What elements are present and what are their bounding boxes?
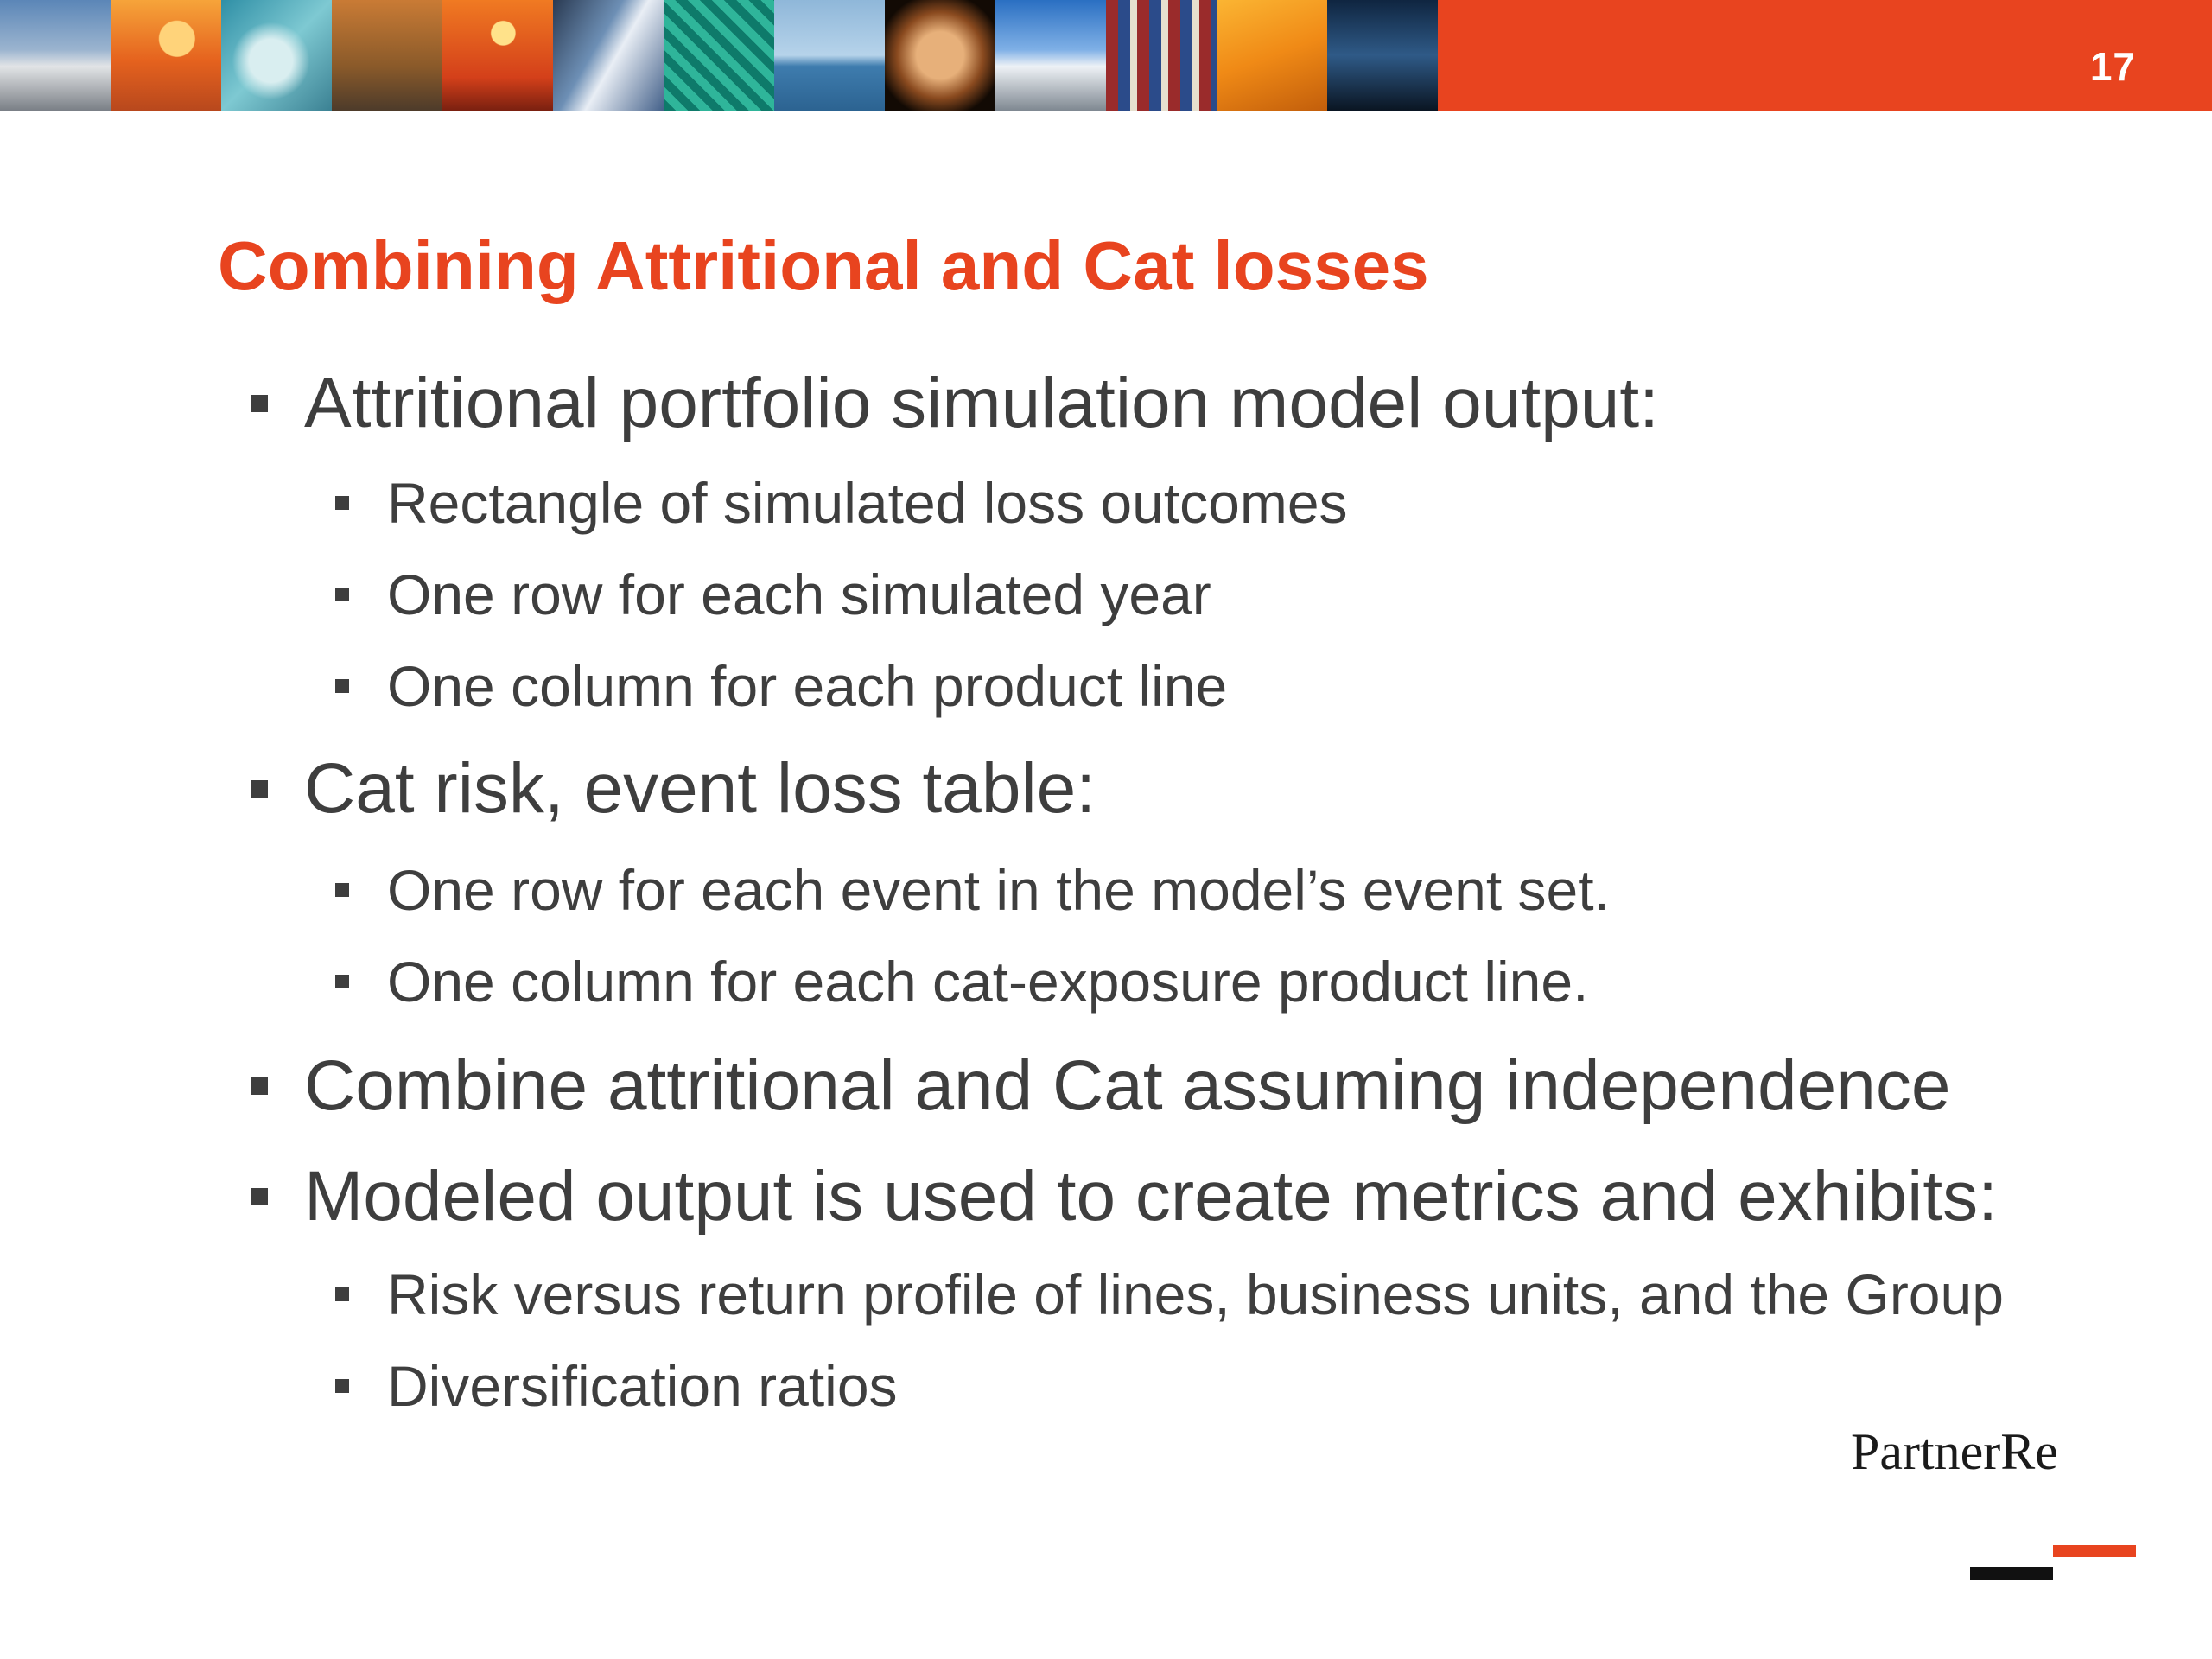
bullet-marker [251,1188,268,1205]
power-lines-sunset-photo [442,0,553,111]
logo-accent-red [2053,1545,2136,1557]
bullet-marker [335,496,349,510]
slide-title: Combining Attritional and Cat losses [218,227,1429,304]
sub-bullet-item [335,1353,898,1419]
sub-bullet-text: Risk versus return profile of lines, business units, and the Group [387,1262,2004,1326]
header-banner [0,0,2212,111]
sub-bullet-item [335,1262,2004,1327]
bullet-text: Modeled output is used to create metrics and exhibits: [304,1157,1998,1236]
oil-derrick-photo [332,0,442,111]
sub-bullet-text: One row for each event in the model’s event set. [387,858,1610,922]
sub-bullet-text: Rectangle of simulated loss outcomes [387,471,1348,535]
bullet-marker [335,679,349,693]
photo-strip [0,0,1438,111]
bullet-marker [251,395,268,412]
brain-scan-photo [885,0,995,111]
bullet-item [251,363,1659,444]
bullet-marker [335,1287,349,1301]
airplane-sunset-photo [111,0,221,111]
sub-bullet-text: One row for each simulated year [387,563,1211,626]
industrial-plant-photo [0,0,111,111]
bullet-text: Cat risk, event loss table: [304,749,1096,828]
bullet-item [251,1046,1950,1127]
bullet-marker [335,1379,349,1393]
sub-bullet-item [335,949,1588,1014]
bullet-marker [335,883,349,897]
crane-photo [1217,0,1327,111]
water-splash-photo [221,0,332,111]
bullet-marker [335,975,349,988]
shipping-containers-photo [1106,0,1217,111]
sub-bullet-text: Diversification ratios [387,1354,898,1418]
sub-bullet-item [335,857,1610,923]
bullet-marker [335,588,349,601]
partnerre-logo: PartnerRe [1851,1423,2058,1480]
cargo-ship-photo [1327,0,1438,111]
logo-accent-black [1970,1567,2053,1580]
skyscraper-photo [553,0,664,111]
sub-bullet-item [335,653,1227,719]
bullet-marker [251,780,268,798]
page-number: 17 [2089,44,2136,89]
bullet-text: Combine attritional and Cat assuming independence [304,1046,1951,1125]
bullet-item [251,748,1096,830]
bullet-text: Attritional portfolio simulation model output: [304,364,1659,442]
sub-bullet-item [335,562,1211,627]
sea-horizon-photo [774,0,885,111]
sub-bullet-item [335,470,1348,536]
sub-bullet-text: One column for each product line [387,654,1228,718]
bullet-item [251,1156,1998,1237]
bullet-marker [251,1077,268,1095]
data-grid-photo [664,0,774,111]
refinery-photo [995,0,1106,111]
sub-bullet-text: One column for each cat-exposure product line. [387,950,1589,1014]
